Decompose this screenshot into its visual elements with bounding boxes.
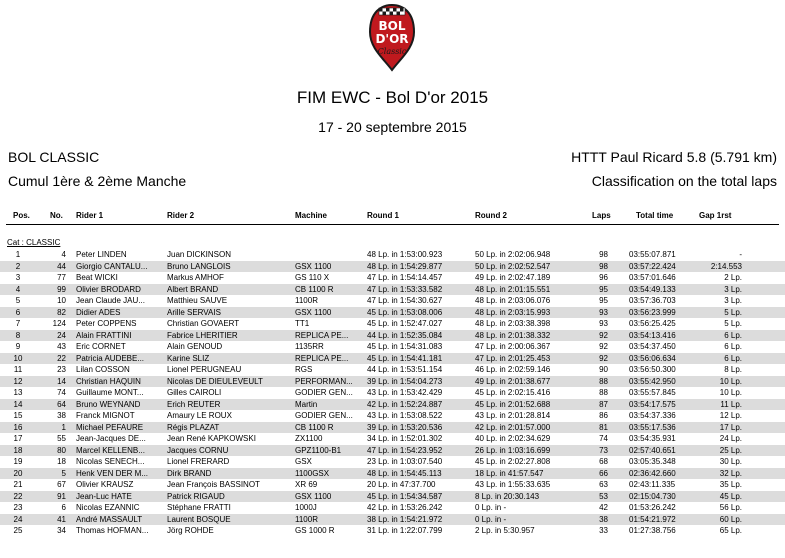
cell-rider2: Albert BRAND [167,284,219,294]
cell-rider2: Erich REUTER [167,399,221,409]
cell-machine: TT1 [295,319,310,328]
cell-rider1: Nicolas SENECH... [76,457,145,466]
cell-no: 82 [57,307,66,317]
cell-pos: 7 [15,319,21,328]
table-row [0,272,785,284]
cell-machine: GSX 1100 [295,491,332,501]
table-row [0,399,785,411]
cell-round2: 0 Lp. in - [475,514,507,524]
cell-round1: 45 Lp. in 1:52:47.027 [367,319,443,328]
table-row [0,525,785,537]
cell-laps: 93 [599,319,608,328]
cell-rider2: Alain GENOUD [167,342,223,351]
cell-machine: XR 69 [295,480,318,489]
cell-gap: - [739,250,742,259]
cell-total-time: 03:54:13.416 [629,330,676,340]
cell-laps: 93 [599,307,608,317]
cell-round2: 50 Lp. in 2:02:52.547 [475,261,551,271]
cell-total-time: 01:27:38.756 [629,526,676,535]
cell-round2: 48 Lp. in 2:01:15.551 [475,284,551,294]
cell-round1: 31 Lp. in 1:22:07.799 [367,526,443,535]
cell-pos: 18 [13,445,23,455]
cell-pos: 13 [13,388,23,397]
table-row [0,445,785,457]
cell-total-time: 03:54:37.336 [629,411,676,420]
cell-rider1: Giorgio CANTALU... [76,261,148,271]
table-row [0,433,785,445]
cell-machine: REPLICA PE... [295,330,349,340]
cell-round2: 46 Lp. in 2:02:59.146 [475,365,551,374]
cell-gap: 35 Lp. [719,480,742,489]
header-rider2: Rider 2 [167,211,195,220]
cell-pos: 25 [13,526,23,535]
cell-round1: 45 Lp. in 1:53:08.006 [367,307,443,317]
cell-round2: 49 Lp. in 2:01:38.677 [475,376,551,386]
cell-total-time: 03:57:22.424 [629,261,676,271]
cell-round2: 26 Lp. in 1:03:16.699 [475,445,551,455]
cell-laps: 92 [599,342,608,351]
cell-machine: RGS [295,365,313,374]
circuit-name: HTTT Paul Ricard 5.8 (5.791 km) [571,149,777,165]
table-row [0,376,785,388]
cell-total-time: 01:54:21.972 [629,514,676,524]
cell-rider2: Lionel PERUGNEAU [167,365,242,374]
cell-machine: 1000J [295,503,317,512]
cell-round1: 44 Lp. in 1:53:51.154 [367,365,443,374]
table-header [0,211,785,223]
cell-round2: 47 Lp. in 2:00:06.367 [475,342,551,351]
cell-pos: 6 [15,307,21,317]
cell-rider2: Patrick RIGAUD [167,491,225,501]
cell-pos: 22 [13,491,23,501]
cell-gap: 45 Lp. [719,491,742,501]
cell-pos: 21 [13,480,23,489]
cell-pos: 19 [13,457,23,466]
header-round1: Round 1 [367,211,399,220]
cell-round1: 47 Lp. in 1:54:14.457 [367,273,443,282]
cell-no: 55 [57,434,66,443]
cell-pos: 3 [15,273,21,282]
cell-round2: 49 Lp. in 2:02:47.189 [475,273,551,282]
table-row [0,330,785,342]
cell-rider1: Thomas HOFMAN... [76,526,149,535]
cell-laps: 81 [599,422,608,432]
cell-no: 23 [57,365,66,374]
cell-round1: 39 Lp. in 1:54:04.273 [367,376,443,386]
cell-machine: GSX [295,457,312,466]
table-row [0,502,785,514]
cell-machine: CB 1100 R [295,284,334,294]
cell-no: 44 [57,261,66,271]
cell-pos: 11 [13,365,23,374]
cell-no: 24 [57,330,66,340]
cell-rider2: Lionel FRERARD [167,457,230,466]
cell-no: 77 [57,273,66,282]
header-round2: Round 2 [475,211,507,220]
cell-round1: 43 Lp. in 1:53:08.522 [367,411,443,420]
cell-machine: GS 110 X [295,273,330,282]
event-dates: 17 - 20 septembre 2015 [318,119,467,135]
cell-total-time: 03:54:49.133 [629,284,676,294]
cell-gap: 3 Lp. [724,296,742,305]
cell-gap: 17 Lp. [719,422,742,432]
cell-rider2: Régis PLAZAT [167,422,220,432]
cell-round2: 50 Lp. in 2:02:06.948 [475,250,551,259]
cell-machine: GODIER GEN... [295,388,353,397]
table-row [0,364,785,376]
cell-rider2: Bruno LANGLOIS [167,261,231,271]
header-gap: Gap 1rst [699,211,732,220]
cell-round2: 43 Lp. in 2:01:28.814 [475,411,551,420]
cell-total-time: 03:54:37.450 [629,342,676,351]
cell-laps: 88 [599,376,608,386]
cell-gap: 6 Lp. [724,330,742,340]
cell-laps: 63 [599,480,608,489]
cell-machine: 1135RR [295,342,324,351]
cell-total-time: 02:57:40.651 [629,445,676,455]
table-row [0,353,785,365]
cell-machine: GODIER GEN... [295,411,353,420]
cell-rider2: Matthieu SAUVE [167,296,228,305]
cell-laps: 68 [599,457,608,466]
cell-no: 67 [57,480,66,489]
cell-round1: 45 Lp. in 1:54:41.181 [367,353,443,363]
header-total-time: Total time [636,211,674,220]
cell-pos: 9 [15,342,21,351]
page-title: FIM EWC - Bol D'or 2015 [296,88,489,107]
cell-pos: 17 [13,434,23,443]
cell-machine: 1100R [295,514,318,524]
cell-round2: 48 Lp. in 2:03:15.993 [475,307,551,317]
header-pos: Pos. [13,211,30,220]
cell-round1: 20 Lp. in 47:37.700 [367,480,436,489]
cell-rider2: Fabrice LHERITIER [167,330,238,340]
cell-no: 6 [61,503,66,512]
cell-gap: 32 Lp. [719,468,742,478]
cell-total-time: 03:54:17.575 [629,399,676,409]
cell-rider1: Beat WICKI [76,273,118,282]
cell-rider1: Michael PEFAURE [76,422,144,432]
cell-rider1: Jean-Luc HATE [76,491,132,501]
cell-round1: 48 Lp. in 1:54:29.877 [367,261,443,271]
cell-rider1: Olivier KRAUSZ [76,480,134,489]
cell-rider1: André MASSAULT [76,514,143,524]
cell-gap: 10 Lp. [719,376,742,386]
cell-rider1: Franck MIGNOT [76,411,135,420]
results-table [0,249,785,537]
cell-total-time: 01:53:26.242 [629,503,676,512]
cell-laps: 92 [599,330,608,340]
cell-no: 5 [61,468,66,478]
cell-total-time: 03:56:50.300 [629,365,676,374]
cell-gap: 30 Lp. [719,457,742,466]
cell-total-time: 03:54:35.931 [629,434,676,443]
table-row [0,295,785,307]
cell-rider1: Christian HAQUIN [76,376,141,386]
cell-pos: 12 [13,376,23,386]
class-name: BOL CLASSIC [8,149,100,165]
cell-gap: 12 Lp. [719,411,742,420]
cell-round1: 43 Lp. in 1:53:42.429 [367,388,443,397]
table-row [0,341,785,353]
cell-no: 38 [57,411,66,420]
cell-laps: 95 [599,284,608,294]
cell-gap: 2 Lp. [724,273,742,282]
cell-round2: 18 Lp. in 41:57.547 [475,468,544,478]
cell-round1: 42 Lp. in 1:52:24.887 [367,399,443,409]
table-row [0,456,785,468]
cell-gap: 6 Lp. [724,353,742,363]
cell-rider2: Juan DICKINSON [167,250,232,259]
cell-round2: 48 Lp. in 2:03:06.076 [475,296,551,305]
cell-machine: GPZ1100-B1 [295,445,342,455]
cell-rider1: Didier ADES [76,307,121,317]
cell-no: 99 [57,284,66,294]
cell-laps: 96 [599,273,608,282]
cell-rider2: Markus AMHOF [167,273,224,282]
logo-line1: BOL [378,19,406,33]
cell-machine: GSX 1100 [295,261,332,271]
cell-laps: 90 [599,365,608,374]
cell-laps: 86 [599,411,608,420]
cell-round1: 42 Lp. in 1:53:26.242 [367,503,443,512]
cell-gap: 3 Lp. [724,284,742,294]
cell-no: 1 [61,422,66,432]
cell-gap: 5 Lp. [724,307,742,317]
cell-laps: 53 [599,491,608,501]
cell-pos: 2 [15,261,21,271]
cell-total-time: 03:05:35.348 [629,457,676,466]
category-label: Cat : CLASSIC [7,238,61,247]
classification-type: Classification on the total laps [591,173,777,189]
cell-round1: 48 Lp. in 1:53:00.923 [367,250,443,259]
cell-round2: 45 Lp. in 2:01:52.688 [475,399,551,409]
cell-pos: 5 [15,296,21,305]
cell-rider2: Nicolas DE DIEULEVEULT [167,376,263,386]
cell-no: 74 [57,388,66,397]
cell-round2: 45 Lp. in 2:02:27.808 [475,457,551,466]
table-row [0,468,785,480]
cell-pos: 24 [13,514,23,524]
cell-laps: 42 [599,503,608,512]
cell-no: 34 [57,526,66,535]
cell-rider1: Lilan COSSON [76,365,130,374]
cell-gap: 10 Lp. [719,388,742,397]
cell-round2: 43 Lp. in 1:55:33.635 [475,480,551,489]
cell-no: 22 [57,353,66,363]
cell-rider2: Laurent BOSQUE [167,514,231,524]
cell-total-time: 03:57:01.646 [629,273,676,282]
cell-laps: 98 [599,261,608,271]
cell-round1: 23 Lp. in 1:03:07.540 [367,457,443,466]
cell-no: 43 [57,342,66,351]
cell-total-time: 03:55:17.536 [629,422,676,432]
cell-rider1: Alain FRATTINI [76,330,132,340]
table-row [0,422,785,434]
header-rider1: Rider 1 [76,211,104,220]
cell-pos: 4 [15,284,21,294]
cell-machine: GS 1000 R [295,526,335,535]
cell-round2: 42 Lp. in 2:01:57.000 [475,422,551,432]
cell-rider1: Bruno WEYNAND [76,399,141,409]
cell-rider2: Stéphane FRATTI [167,503,231,512]
cell-laps: 95 [599,296,608,305]
cell-machine: Martin [295,399,318,409]
header-divider [6,224,779,225]
cell-total-time: 03:55:07.871 [629,250,676,259]
table-row [0,410,785,422]
cell-round1: 38 Lp. in 1:54:21.972 [367,514,443,524]
cell-total-time: 02:15:04.730 [629,491,676,501]
table-row [0,307,785,319]
cell-no: 14 [57,376,66,386]
cell-round1: 44 Lp. in 1:52:35.084 [367,330,443,340]
cell-round1: 34 Lp. in 1:52:01.302 [367,434,443,443]
cell-round2: 48 Lp. in 2:01:38.332 [475,330,551,340]
cell-total-time: 03:56:25.425 [629,319,676,328]
cell-rider1: Eric CORNET [76,342,126,351]
cell-pos: 15 [13,411,23,420]
cell-no: 80 [57,445,66,455]
cell-rider1: Henk VEN DER M... [76,468,149,478]
cell-gap: 65 Lp. [719,526,742,535]
cell-laps: 92 [599,353,608,363]
header-machine: Machine [295,211,328,220]
cell-rider1: Patricia AUDEBE... [76,353,145,363]
cell-gap: 8 Lp. [724,365,742,374]
cell-laps: 73 [599,445,608,455]
cell-laps: 33 [599,526,608,535]
table-row [0,491,785,503]
table-row [0,479,785,491]
logo-line3: Classic [377,47,407,56]
cell-pos: 23 [13,503,23,512]
cell-laps: 38 [599,514,608,524]
cell-rider1: Olivier BRODARD [76,284,141,294]
cell-rider2: Amaury LE ROUX [167,411,232,420]
cell-no: 41 [57,514,66,524]
cell-total-time: 02:43:11.335 [629,480,676,489]
cell-gap: 6 Lp. [724,342,742,351]
cell-rider1: Nicolas EZANNIC [76,503,140,512]
cell-gap: 56 Lp. [719,503,742,512]
cell-machine: ZX1100 [295,434,323,443]
cell-laps: 98 [599,250,608,259]
cell-laps: 88 [599,388,608,397]
cell-round2: 48 Lp. in 2:03:38.398 [475,319,551,328]
cell-round1: 45 Lp. in 1:54:31.083 [367,342,443,351]
cell-machine: REPLICA PE... [295,353,349,363]
cell-pos: 16 [13,422,23,432]
cell-round2: 47 Lp. in 2:01:25.453 [475,353,551,363]
cell-rider2: Arille SERVAIS [167,307,221,317]
cell-rider2: Jörg ROHDE [167,526,214,535]
cell-rider2: Karine SLIZ [167,353,210,363]
cell-round2: 8 Lp. in 20:30.143 [475,491,540,501]
table-row [0,249,785,261]
cell-machine: 1100GSX [295,468,330,478]
bol-dor-classic-logo [361,2,423,74]
cell-rider1: Jean-Jacques DE... [76,434,146,443]
table-row [0,387,785,399]
cell-gap: 2:14.553 [710,261,742,271]
table-row [0,514,785,526]
cell-gap: 5 Lp. [724,319,742,328]
logo-line2: D'OR [375,32,409,46]
cell-rider2: Christian GOVAERT [167,319,240,328]
cell-total-time: 03:56:23.999 [629,307,676,317]
cell-round2: 45 Lp. in 2:02:15.416 [475,388,551,397]
cell-no: 64 [57,399,66,409]
table-row [0,318,785,330]
cell-round2: 2 Lp. in 5:30.957 [475,526,535,535]
cell-rider2: Jean René KAPKOWSKI [167,434,256,443]
cell-machine: PERFORMAN... [295,376,353,386]
cell-round1: 47 Lp. in 1:54:23.952 [367,445,443,455]
cell-rider1: Jean Claude JAU... [76,296,145,305]
header-laps: Laps [592,211,611,220]
cell-no: 10 [57,296,66,305]
cell-rider1: Peter COPPENS [76,319,137,328]
cell-no: 18 [57,457,66,466]
cell-machine: CB 1100 R [295,422,334,432]
cell-no: 4 [61,250,66,259]
cell-pos: 10 [13,353,23,363]
cell-rider1: Peter LINDEN [76,250,127,259]
cell-rider2: Jean François BASSINOT [167,480,260,489]
cell-total-time: 03:57:36.703 [629,296,676,305]
cell-round1: 47 Lp. in 1:54:30.627 [367,296,443,305]
cell-round1: 39 Lp. in 1:53:20.536 [367,422,443,432]
cell-pos: 8 [15,330,21,340]
cell-laps: 66 [599,468,608,478]
table-row [0,284,785,296]
cell-gap: 60 Lp. [719,514,742,524]
cell-round1: 47 Lp. in 1:53:33.582 [367,284,443,294]
cell-pos: 14 [13,399,23,409]
cell-rider2: Dirk BRAND [167,468,212,478]
cell-total-time: 03:56:06.634 [629,353,676,363]
cell-pos: 20 [13,468,23,478]
cell-total-time: 02:36:42.660 [629,468,676,478]
cell-rider2: Gilles CAIROLI [167,388,222,397]
cell-gap: 25 Lp. [719,445,742,455]
rounds-description: Cumul 1ère & 2ème Manche [8,173,187,189]
cell-machine: GSX 1100 [295,307,332,317]
cell-rider2: Jacques CORNU [167,445,229,455]
cell-round1: 48 Lp. in 1:54:45.113 [367,468,442,478]
cell-no: 124 [52,319,66,328]
cell-gap: 24 Lp. [719,434,742,443]
cell-laps: 74 [599,434,608,443]
cell-round2: 40 Lp. in 2:02:34.629 [475,434,551,443]
cell-laps: 87 [599,399,608,409]
cell-no: 91 [57,491,66,501]
cell-total-time: 03:55:57.845 [629,388,676,397]
cell-rider1: Guillaume MONT... [76,388,144,397]
cell-pos: 1 [15,250,21,259]
cell-round2: 0 Lp. in - [475,503,507,512]
table-row [0,261,785,273]
cell-round1: 45 Lp. in 1:54:34.587 [367,491,443,501]
cell-total-time: 03:55:42.950 [629,376,676,386]
header-no: No. [50,211,63,220]
cell-machine: 1100R [295,296,318,305]
cell-rider1: Marcel KELLENB... [76,445,145,455]
cell-gap: 11 Lp. [720,399,742,409]
